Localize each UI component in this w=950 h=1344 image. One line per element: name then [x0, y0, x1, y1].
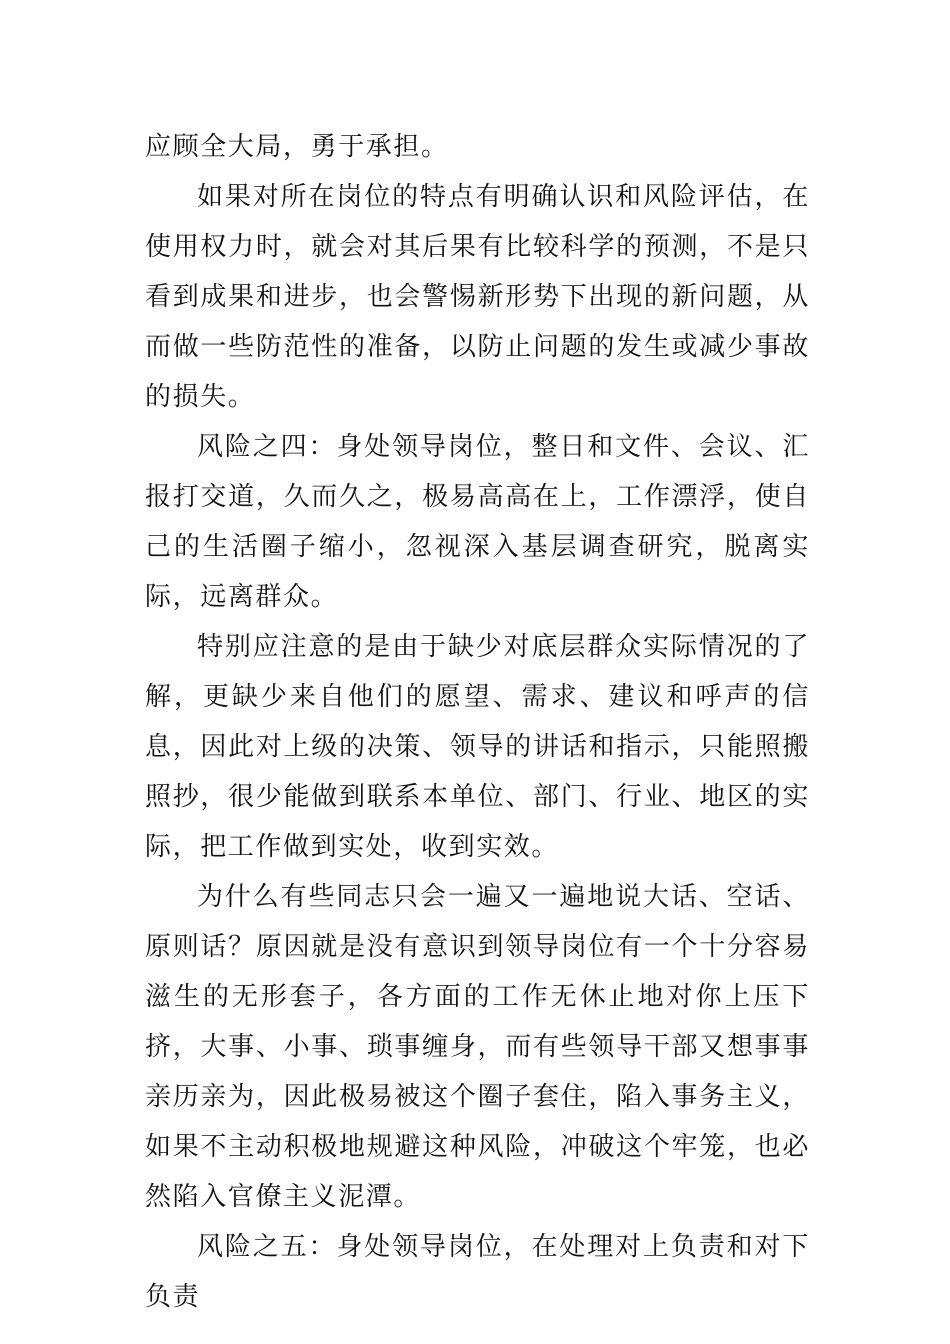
paragraph-grassroots: 特别应注意的是由于缺少对底层群众实际情况的了解，更缺少来自他们的愿望、需求、建议和呼声的信息，因此对上级的决策、领导的讲话和指示，只能照搬照抄，很少能做到联系本单位、部门、行业、地区的实际，把工作做到实处，收到实效。 — [145, 632, 810, 862]
paragraph-risk-five: 风险之五：身处领导岗位，在处理对上负责和对下负责 — [145, 1232, 810, 1312]
paragraph-continuation: 应顾全大局，勇于承担。 — [145, 132, 449, 162]
paragraph-risk-assessment: 如果对所在岗位的特点有明确认识和风险评估，在使用权力时，就会对其后果有比较科学的预测，不是只看到成果和进步，也会警惕新形势下出现的新问题，从而做一些防范性的准备，以防止问题的发生或减少事故的损失。 — [145, 182, 810, 412]
paragraph-risk-four: 风险之四：身处领导岗位，整日和文件、会议、汇报打交道，久而久之，极易高高在上，工作漂浮，使自己的生活圈子缩小，忽视深入基层调查研究，脱离实际，远离群众。 — [145, 432, 810, 612]
body-text — [145, 122, 810, 1322]
paragraph-empty-talk: 为什么有些同志只会一遍又一遍地说大话、空话、原则话？原因就是没有意识到领导岗位有一个十分容易滋生的无形套子，各方面的工作无休止地对你上压下挤，大事、小事、琐事缠身，而有些领导干部又想事事亲历亲为，因此极易被这个圈子套住，陷入事务主义，如果不主动积极地规避这种风险，冲破这个牢笼，也必然陷入官僚主义泥潭。 — [145, 882, 810, 1212]
